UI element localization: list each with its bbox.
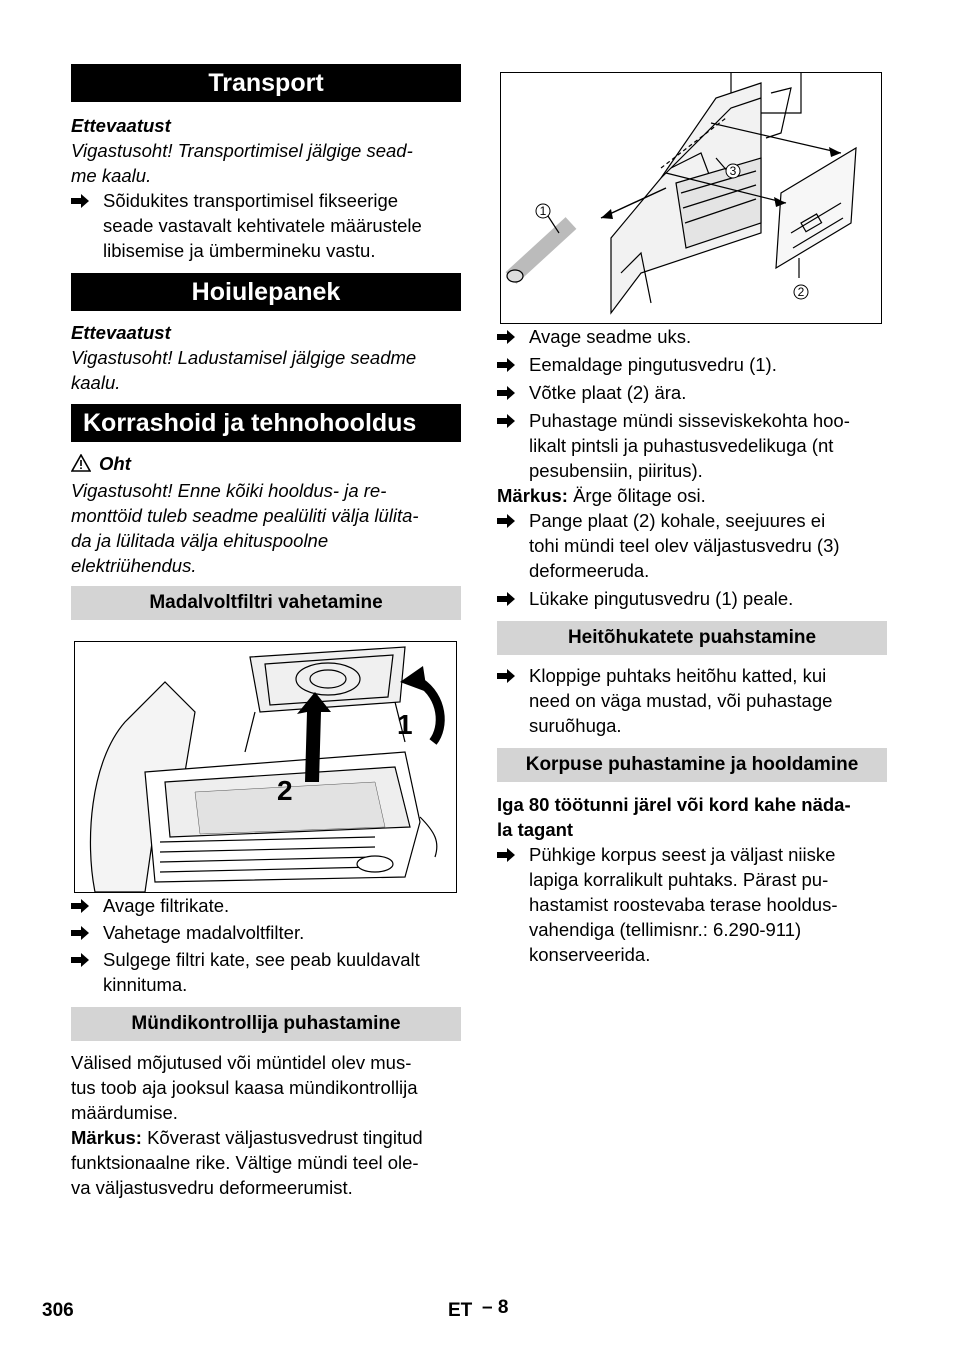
coin-step-4 (497, 408, 887, 483)
storage-caution-title: Ettevaatust (71, 322, 171, 343)
step-line: Sulgege filtri kate, see peab kuuldavalt (103, 949, 420, 970)
transport-heading: Transport (71, 64, 461, 102)
arrow-icon (497, 586, 519, 611)
step-line: kinnituma. (103, 974, 188, 995)
coin-step-2 (497, 352, 887, 377)
fig-label-2: 2 (797, 285, 805, 299)
step-line: Avage filtrikate. (103, 895, 230, 916)
housing-heading: Korpuse puhastamine ja hooldamine (497, 748, 887, 782)
note-label: Märkus: (71, 1127, 142, 1148)
arrow-icon (497, 842, 519, 867)
step-line: likalt pintsli ja puhastusvedelikuga (nt (529, 435, 834, 456)
coin-note-line-3: va väljastusvedru deformeerumist. (71, 1177, 353, 1198)
step-line: lapiga korralikult puhtaks. Pärast pu- (529, 869, 829, 890)
arrow-icon (71, 188, 93, 213)
step-line: Vahetage madalvoltfilter. (103, 922, 305, 943)
storage-heading: Hoiulepanek (71, 273, 461, 311)
arrow-icon (71, 947, 93, 972)
coin-note-line-2: funktsionaalne rike. Vältige mündi teel ole- (71, 1152, 419, 1173)
coin-heading: Mündikontrollija puhastamine (71, 1007, 461, 1041)
housing-step (497, 842, 887, 967)
filter-step-3 (71, 947, 461, 997)
coin-step-5 (497, 508, 887, 583)
step-line: konserveerida. (529, 944, 651, 965)
page-number: 306 (42, 1300, 74, 1321)
step-line: seade vastavalt kehtivatele määrustele (103, 215, 422, 236)
step-line: pesubensiin, piiritus). (529, 460, 703, 481)
transport-caution-line-1: Vigastusoht! Transportimisel jälgige sead- (71, 140, 413, 161)
coin-note (71, 1125, 461, 1150)
transport-caution-title: Ettevaatust (71, 115, 171, 136)
arrow-icon (497, 408, 519, 433)
arrow-icon (71, 893, 93, 918)
step-line: Eemaldage pingutusvedru (1). (529, 354, 777, 375)
danger-line-1: Vigastusoht! Enne kõiki hooldus- ja re- (71, 480, 387, 501)
coin-step-1 (497, 324, 887, 349)
danger-title-row (71, 451, 461, 478)
footer-page-of: – 8 (482, 1297, 509, 1318)
fig-label-1: 1 (539, 204, 547, 218)
right-column (497, 72, 887, 967)
coin-text-3: määrdumise. (71, 1102, 178, 1123)
storage-caution-line-1: Vigastusoht! Ladustamisel jälgige seadme (71, 347, 417, 368)
step-line: Võtke plaat (2) ära. (529, 382, 687, 403)
warning-triangle-icon (71, 453, 91, 478)
maintenance-heading: Korrashoid ja tehnohooldus (71, 404, 461, 442)
filter-step-1 (71, 893, 461, 918)
transport-caution-line-2: me kaalu. (71, 165, 152, 186)
note-label: Märkus: (497, 485, 568, 506)
step-line: vahendiga (tellimisnr.: 6.290-911) (529, 919, 802, 940)
arrow-icon (71, 920, 93, 945)
housing-subheading-1: Iga 80 töötunni järel või kord kahe näda- (497, 794, 851, 815)
danger-line-2: monttöid tuleb seadme pealüliti välja lülita- (71, 505, 419, 526)
arrow-icon (497, 508, 519, 533)
step-line: Avage seadme uks. (529, 326, 692, 347)
step-line: tohi mündi teel olev väljastusvedru (3) (529, 535, 840, 556)
vacuum-filter-illustration (75, 642, 456, 892)
step-line: Sõidukites transportimisel fikseerige (103, 190, 399, 211)
footer-lang: ET (448, 1300, 473, 1321)
left-column (71, 64, 461, 1200)
step-line: hastamist roostevaba terase hooldus- (529, 894, 838, 915)
covers-step (497, 663, 887, 738)
right-note-text: Ärge õlitage osi. (567, 485, 706, 506)
fig-label-2: 2 (277, 775, 293, 806)
danger-line-3: da ja lülitada välja ehituspoolne (71, 530, 329, 551)
arrow-icon (497, 324, 519, 349)
coin-text-1: Välised mõjutused või müntidel olev mus- (71, 1052, 412, 1073)
fig-label-1: 1 (397, 709, 413, 740)
coin-step-6 (497, 586, 887, 611)
filter-figure (74, 641, 457, 893)
step-line: suruõhuga. (529, 715, 622, 736)
filter-heading: Madalvoltfiltri vahetamine (71, 586, 461, 620)
coin-mechanism-illustration (501, 73, 881, 323)
arrow-icon (497, 663, 519, 688)
step-line: Puhastage mündi sisseviskekohta hoo- (529, 410, 850, 431)
step-line: deformeeruda. (529, 560, 650, 581)
step-line: Kloppige puhtaks heitõhu katted, kui (529, 665, 827, 686)
danger-title: Oht (99, 453, 131, 474)
arrow-icon (497, 352, 519, 377)
coin-text-2: tus toob aja jooksul kaasa mündikontrollija (71, 1077, 418, 1098)
right-note (497, 483, 887, 508)
coin-step-3 (497, 380, 887, 405)
step-line: libisemise ja ümbermineku vastu. (103, 240, 376, 261)
coin-note-line-1: Kõverast väljastusvedrust tingitud (141, 1127, 423, 1148)
housing-subheading-2: la tagant (497, 819, 574, 840)
step-line: Pange plaat (2) kohale, seejuures ei (529, 510, 826, 531)
step-line: Lükake pingutusvedru (1) peale. (529, 588, 794, 609)
filter-step-2 (71, 920, 461, 945)
storage-caution-line-2: kaalu. (71, 372, 121, 393)
step-line: need on väga mustad, või puhastage (529, 690, 833, 711)
arrow-icon (497, 380, 519, 405)
coin-mechanism-figure (500, 72, 882, 324)
step-line: Pühkige korpus seest ja väljast niiske (529, 844, 836, 865)
transport-step (71, 188, 461, 263)
covers-heading: Heitõhukatete puahstamine (497, 621, 887, 655)
fig-label-3: 3 (729, 164, 737, 178)
danger-line-4: elektriühendus. (71, 555, 197, 576)
